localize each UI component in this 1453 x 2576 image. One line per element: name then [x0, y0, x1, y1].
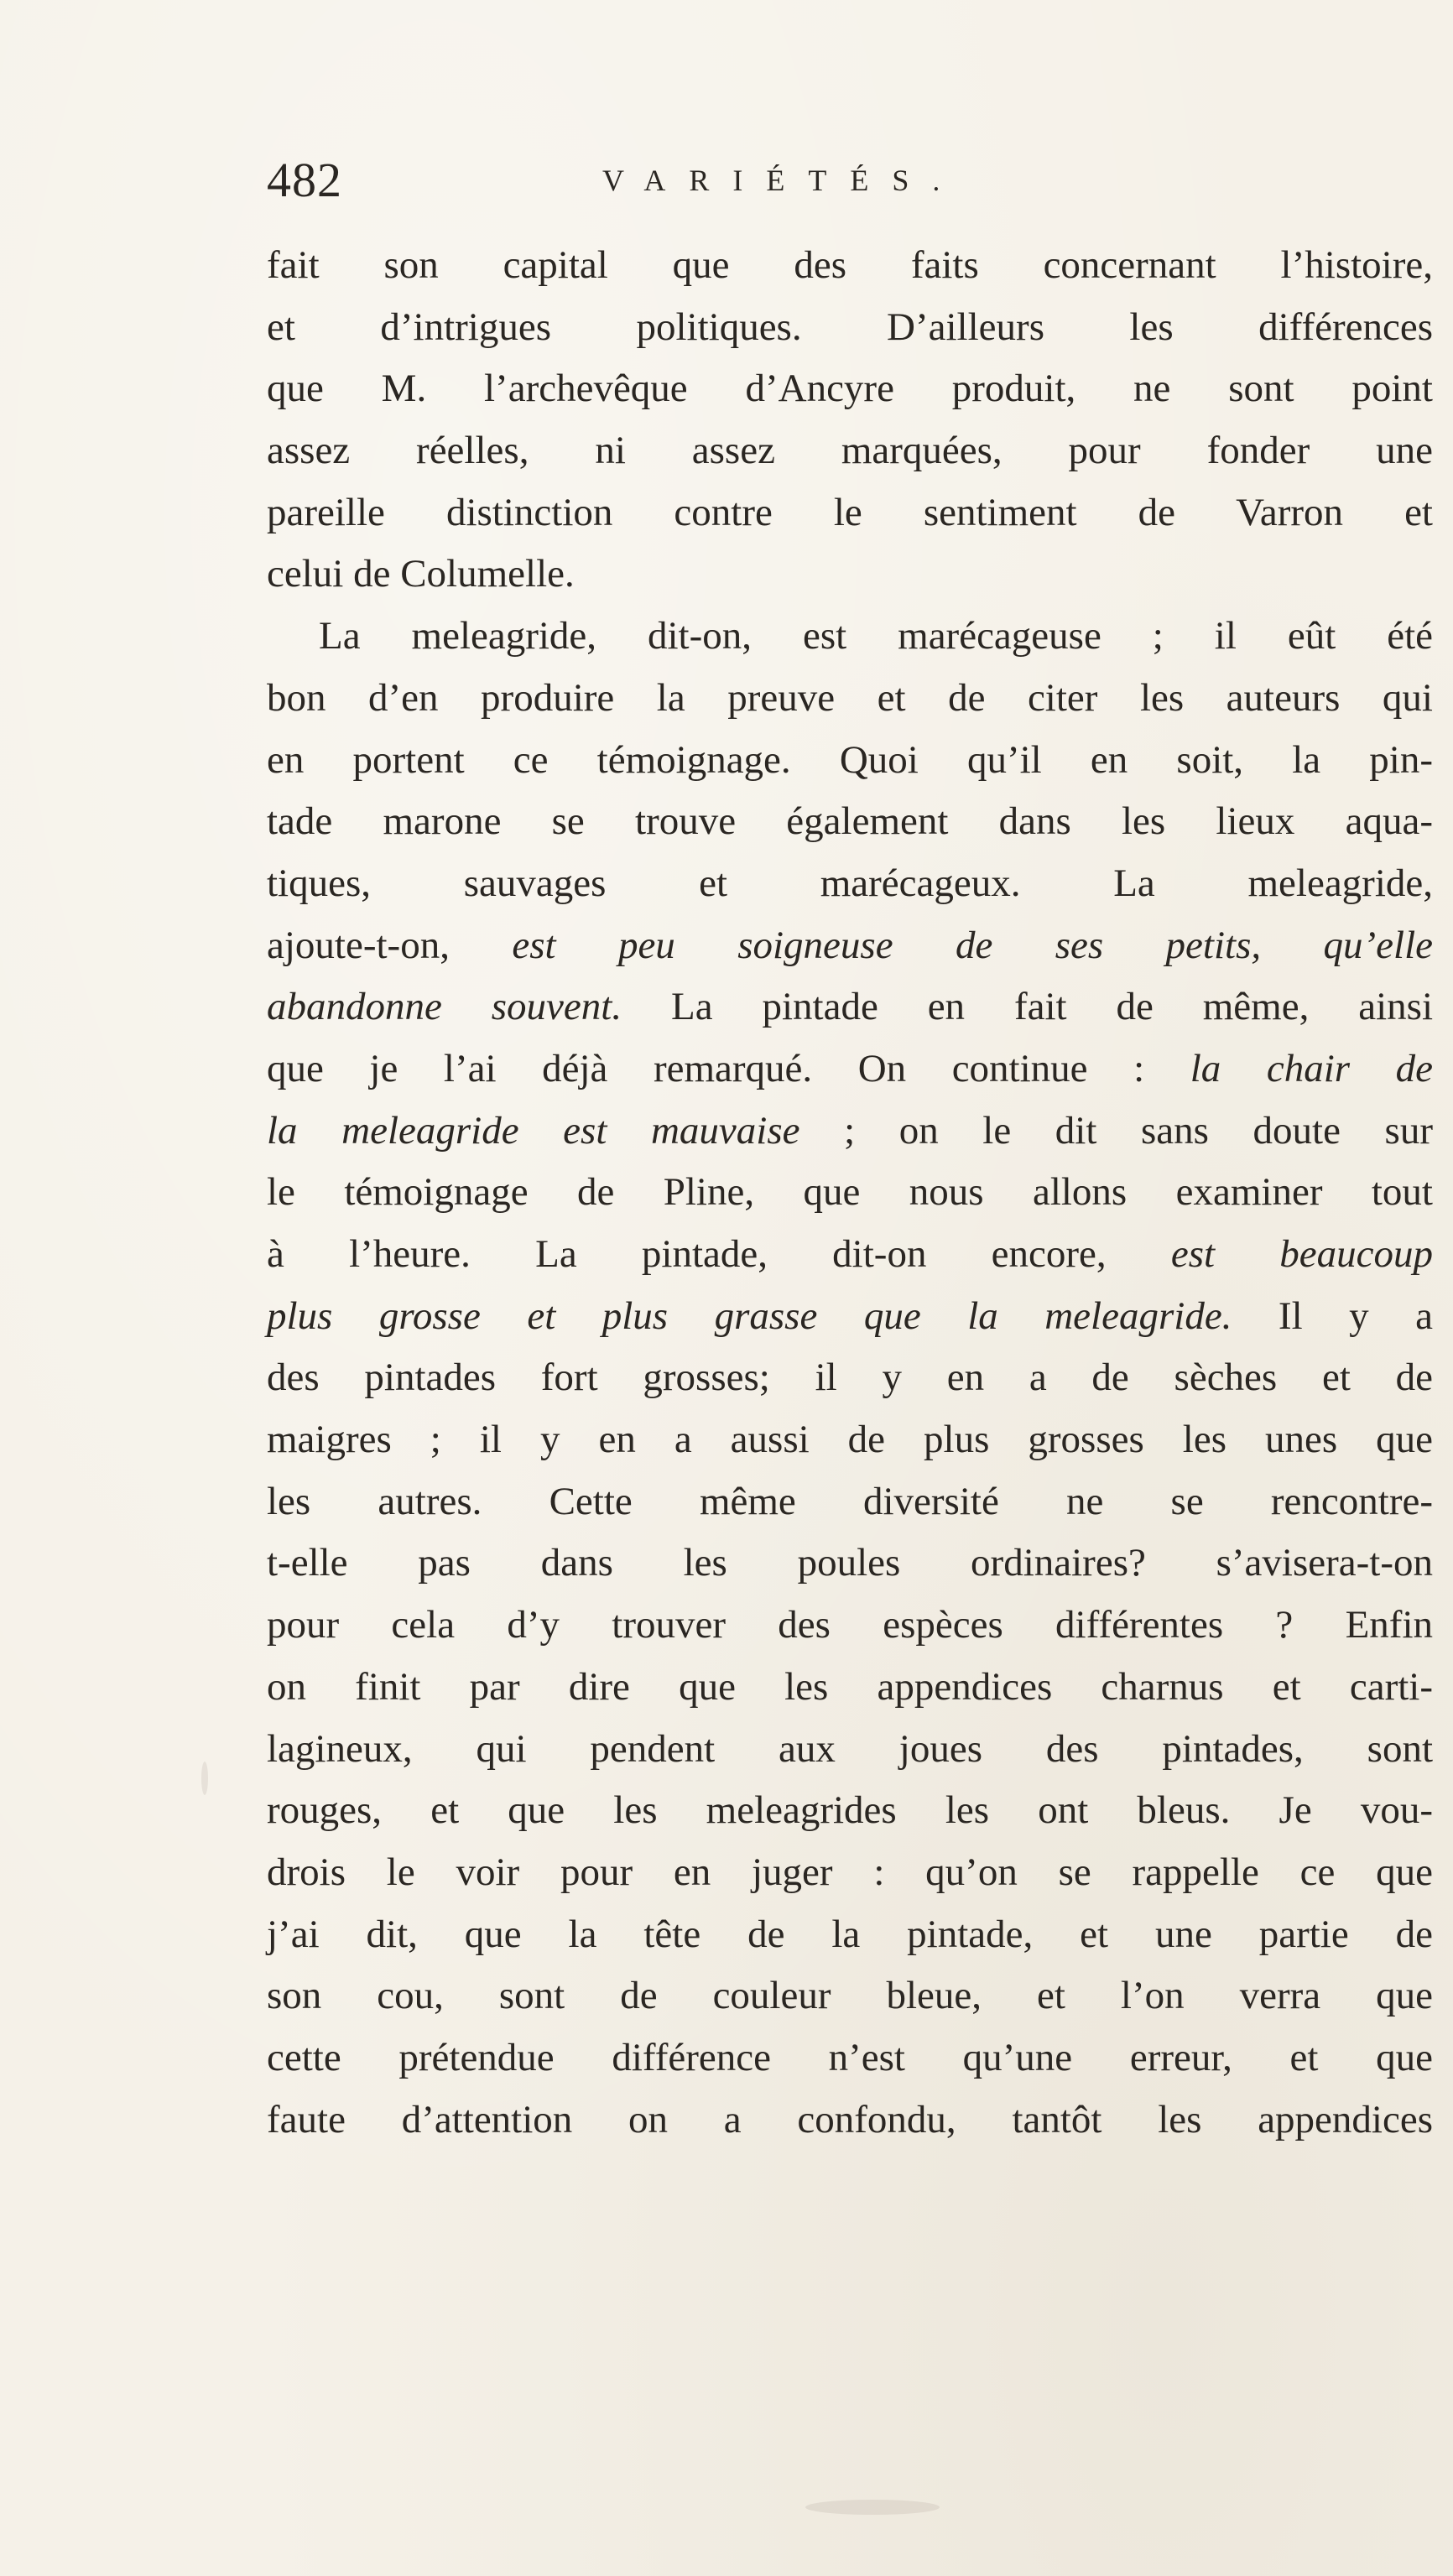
roman-text: son cou, sont de couleur bleue, et l’on verra que	[267, 1974, 1433, 2018]
paper-stain	[805, 2500, 940, 2515]
roman-text: pour cela d’y trouver des espèces différentes ? Enfin	[267, 1603, 1433, 1647]
roman-text: et d’intrigues politiques. D’ailleurs les différences	[267, 304, 1433, 349]
text-line	[267, 853, 1433, 915]
roman-text: tade marone se trouve également dans les lieux aqua-	[267, 799, 1433, 844]
text-line	[267, 2027, 1433, 2089]
roman-text: pareille distinction contre le sentiment de Varron et	[267, 490, 1433, 534]
text-line	[267, 544, 1433, 606]
roman-text: en portent ce témoignage. Quoi qu’il en soit, la pin-	[267, 737, 1433, 782]
paper-mark	[201, 1762, 208, 1795]
text-line	[267, 730, 1433, 792]
text-line	[267, 1038, 1433, 1101]
italic-text: est beaucoup	[1170, 1232, 1433, 1276]
roman-text: les autres. Cette même diversité ne se rencontre-	[267, 1479, 1433, 1523]
roman-text: que je l’ai déjà remarqué. On continue :	[267, 1046, 1190, 1090]
text-line	[267, 1595, 1433, 1657]
text-line	[267, 791, 1433, 853]
text-line	[267, 1409, 1433, 1471]
roman-text: on finit par dire que les appendices charnus et carti-	[267, 1664, 1433, 1709]
italic-text: la chair de	[1190, 1046, 1433, 1090]
text-line	[267, 976, 1433, 1038]
running-head: VARIÉTÉS.	[602, 164, 964, 197]
text-line	[267, 1224, 1433, 1286]
text-line	[267, 1533, 1433, 1595]
text-line	[267, 1286, 1433, 1348]
text-line	[267, 358, 1433, 420]
text-line	[267, 2089, 1433, 2152]
text-line	[267, 1347, 1433, 1409]
text-line	[267, 1101, 1433, 1163]
page-number: 482	[267, 153, 342, 207]
text-line	[267, 1842, 1433, 1904]
roman-text: à l’heure. La pintade, dit-on encore,	[267, 1232, 1171, 1276]
text-line	[267, 297, 1433, 359]
text-line	[267, 1780, 1433, 1842]
text-line	[267, 1471, 1433, 1533]
text-line	[267, 606, 1433, 668]
roman-text: lagineux, qui pendent aux joues des pintades, sont	[267, 1726, 1433, 1771]
roman-text: t-elle pas dans les poules ordinaires? s’avisera-t-on	[267, 1541, 1433, 1585]
text-line	[267, 1904, 1433, 1966]
text-line	[267, 1965, 1433, 2027]
italic-text: la meleagride est mauvaise	[267, 1108, 800, 1153]
roman-text: des pintades fort grosses; il y en a de sèches et de	[267, 1356, 1433, 1400]
paragraph	[267, 235, 1433, 606]
roman-text: rouges, et que les meleagrides les ont bleus. Je vou-	[267, 1788, 1433, 1833]
roman-text: bon d’en produire la preuve et de citer les auteurs qui	[267, 675, 1433, 720]
roman-text: assez réelles, ni assez marquées, pour fonder une	[267, 429, 1433, 473]
text-line	[267, 1657, 1433, 1719]
roman-text: drois le voir pour en juger : qu’on se rappelle ce que	[267, 1850, 1433, 1894]
italic-text: abandonne souvent.	[267, 985, 622, 1029]
text-line	[267, 668, 1433, 730]
roman-text: faute d’attention on a confondu, tantôt les appendices	[267, 2097, 1433, 2141]
roman-text: Il y a	[1232, 1293, 1434, 1338]
roman-text: le témoignage de Pline, que nous allons examiner tout	[267, 1170, 1433, 1215]
italic-text: est peu soigneuse de ses petits, qu’elle	[512, 923, 1433, 967]
text-line	[267, 1719, 1433, 1781]
roman-text: que M. l’archevêque d’Ancyre produit, ne sont point	[267, 367, 1433, 411]
roman-text: fait son capital que des faits concernant l’histoire,	[267, 243, 1433, 287]
body-text	[267, 235, 1433, 2151]
text-line	[267, 235, 1433, 297]
text-line	[267, 420, 1433, 482]
roman-text: maigres ; il y en a aussi de plus grosses les unes que	[267, 1418, 1433, 1462]
roman-text: ajoute-t-on,	[267, 923, 513, 967]
text-line	[267, 915, 1433, 977]
text-line	[267, 482, 1433, 544]
text-line	[267, 1162, 1433, 1224]
paragraph	[267, 606, 1433, 2151]
roman-text: La pintade en fait de même, ainsi	[622, 985, 1433, 1029]
roman-text: cette prétendue différence n’est qu’une erreur, et que	[267, 2035, 1433, 2079]
page-header	[267, 143, 1424, 218]
italic-text: plus grosse et plus grasse que la meleagride.	[267, 1293, 1232, 1338]
roman-text: ; on le dit sans doute sur	[799, 1108, 1433, 1153]
roman-text: tiques, sauvages et marécageux. La meleagride,	[267, 861, 1433, 905]
roman-text: j’ai dit, que la tête de la pintade, et une partie de	[267, 1912, 1433, 1956]
roman-text: La meleagride, dit-on, est marécageuse ; il eût été	[319, 614, 1433, 658]
roman-text: celui de Columelle.	[267, 552, 575, 596]
